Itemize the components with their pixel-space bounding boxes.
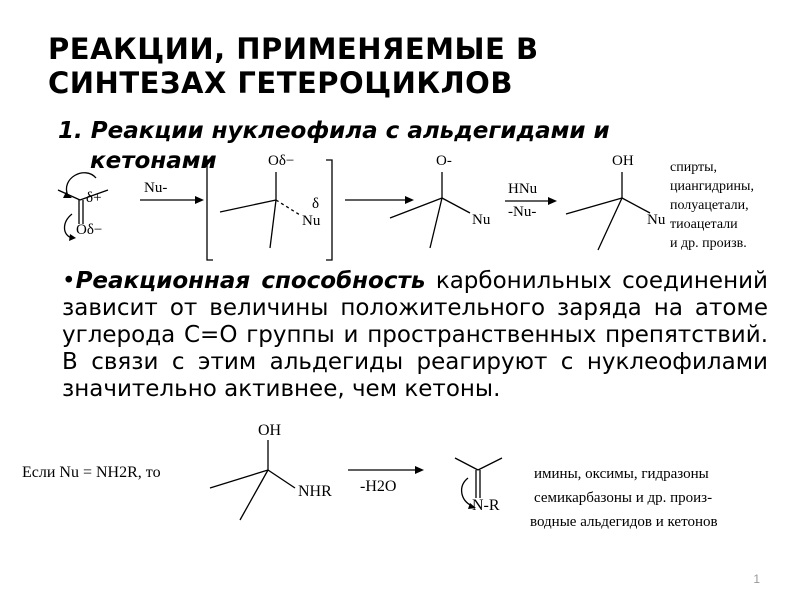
product-item: водные альдегидов и кетонов [530,514,718,530]
aminal-nhr-label: NHR [298,483,332,500]
alkoxide-nu-label: Nu [472,212,491,228]
arrow-top-label: HNu [508,181,538,197]
product-item: семикарбазоны и др. произ- [534,490,713,506]
aminal-oh-label: OH [258,422,282,439]
bullet: • [62,268,76,294]
title-line-2: СИНТЕЗАХ ГЕТЕРОЦИКЛОВ [48,66,513,100]
final-oh-label: OH [612,153,634,169]
aminal-structure [210,440,295,520]
page-number: 1 [753,572,760,586]
reactivity-text: карбонильных соединений зависит от величины положительного заряда на атоме углерода С=О группы и пространственных препятствий. В связи с этим альдегиды реагируют с нуклеофилами значительно активнее, чем кетоны. [62,268,768,402]
subtitle-line-1: 1. Реакции нуклеофила с альдегидами и [58,118,610,144]
scheme2-products-list [530,462,718,534]
product-item: циангидрины, [670,179,754,194]
nucleophile-reagent: Nu- [144,180,168,196]
subtitle-line-2: кетонами [90,148,217,174]
arrow-bottom-label: -Nu- [508,204,537,220]
imine-nr-label: N-R [472,497,500,514]
alkoxide-oxygen-label: O- [436,153,452,169]
reactant-oxygen-label: Oδ− [76,222,103,238]
intermediate-oxygen-label: Oδ− [268,153,295,169]
title-line-1: РЕАКЦИИ, ПРИМЕНЯЕМЫЕ В [48,32,539,66]
product-item: и др. произв. [670,236,747,251]
final-nu-label: Nu [647,212,666,228]
dehydration-label: -H2O [360,478,397,495]
reactivity-highlight: Реакционная способность [75,268,426,294]
condition-label: Если Nu = NH2R, то [22,464,161,481]
intermediate-nu-label: Nu [302,213,321,229]
product-item: полуацетали, [670,198,749,213]
intermediate-delta-label: δ [312,196,320,212]
product-item: спирты, [670,160,718,175]
product-item: тиоацетали [670,217,738,232]
reactant-delta-plus: δ+ [86,190,102,206]
product-item: имины, оксимы, гидразоны [534,466,709,482]
